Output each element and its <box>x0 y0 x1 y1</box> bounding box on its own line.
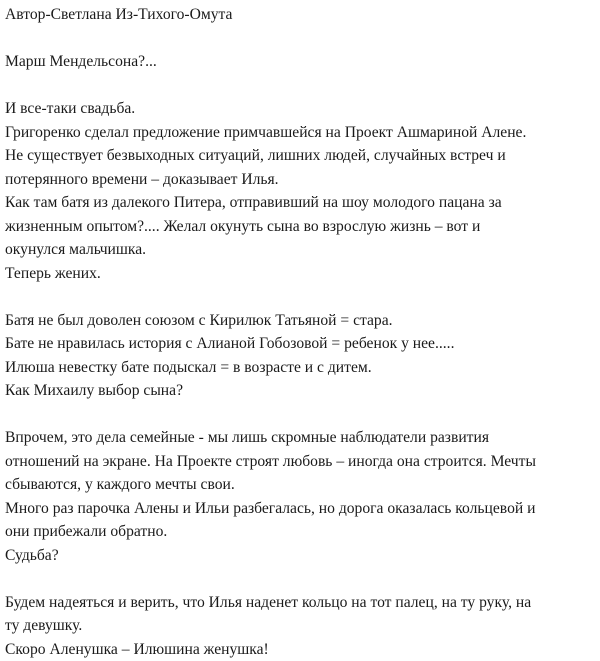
paragraph-4 <box>5 591 597 661</box>
spacer <box>5 403 597 427</box>
author-line: Автор-Светлана Из-Тихого-Омута <box>5 3 597 27</box>
text-line: Батя не был доволен союзом с Кирилюк Татьяной = стара. <box>5 309 597 333</box>
text-line: И все-таки свадьба. <box>5 97 597 121</box>
text-line: сбываются, у каждого мечты свои. <box>5 473 597 497</box>
text-line: Как Михаилу выбор сына? <box>5 379 597 403</box>
text-line: Григоренко сделал предложение примчавшейся на Проект Ашмариной Алене. <box>5 121 597 145</box>
article-body <box>5 3 597 661</box>
paragraph-3 <box>5 426 597 567</box>
text-line: Бате не нравилась история с Алианой Гобозовой = ребенок у нее..... <box>5 332 597 356</box>
text-line: отношений на экране. На Проекте строят любовь – иногда она строится. Мечты <box>5 450 597 474</box>
spacer <box>5 74 597 98</box>
article-title: Марш Мендельсона?... <box>5 50 597 74</box>
paragraph-1 <box>5 97 597 285</box>
text-line: жизненным опытом?.... Желал окунуть сына во взрослую жизнь – вот и <box>5 215 597 239</box>
text-line: Как там батя из далекого Питера, отправивший на шоу молодого пацана за <box>5 191 597 215</box>
text-line: Скоро Аленушка – Илюшина женушка! <box>5 638 597 661</box>
text-line: окунулся мальчишка. <box>5 238 597 262</box>
text-line: ту девушку. <box>5 614 597 638</box>
text-line: Не существует безвыходных ситуаций, лишних людей, случайных встреч и <box>5 144 597 168</box>
spacer <box>5 285 597 309</box>
text-line: Впрочем, это дела семейные - мы лишь скромные наблюдатели развития <box>5 426 597 450</box>
text-line: Много раз парочка Алены и Ильи разбегалась, но дорога оказалась кольцевой и <box>5 497 597 521</box>
text-line: Судьба? <box>5 544 597 568</box>
text-line: Илюша невестку бате подыскал = в возрасте и с дитем. <box>5 356 597 380</box>
text-line: Будем надеяться и верить, что Илья наденет кольцо на тот палец, на ту руку, на <box>5 591 597 615</box>
text-line: они прибежали обратно. <box>5 520 597 544</box>
text-line: Теперь жених. <box>5 262 597 286</box>
spacer <box>5 27 597 51</box>
text-line: потерянного времени – доказывает Илья. <box>5 168 597 192</box>
paragraph-2 <box>5 309 597 403</box>
spacer <box>5 567 597 591</box>
